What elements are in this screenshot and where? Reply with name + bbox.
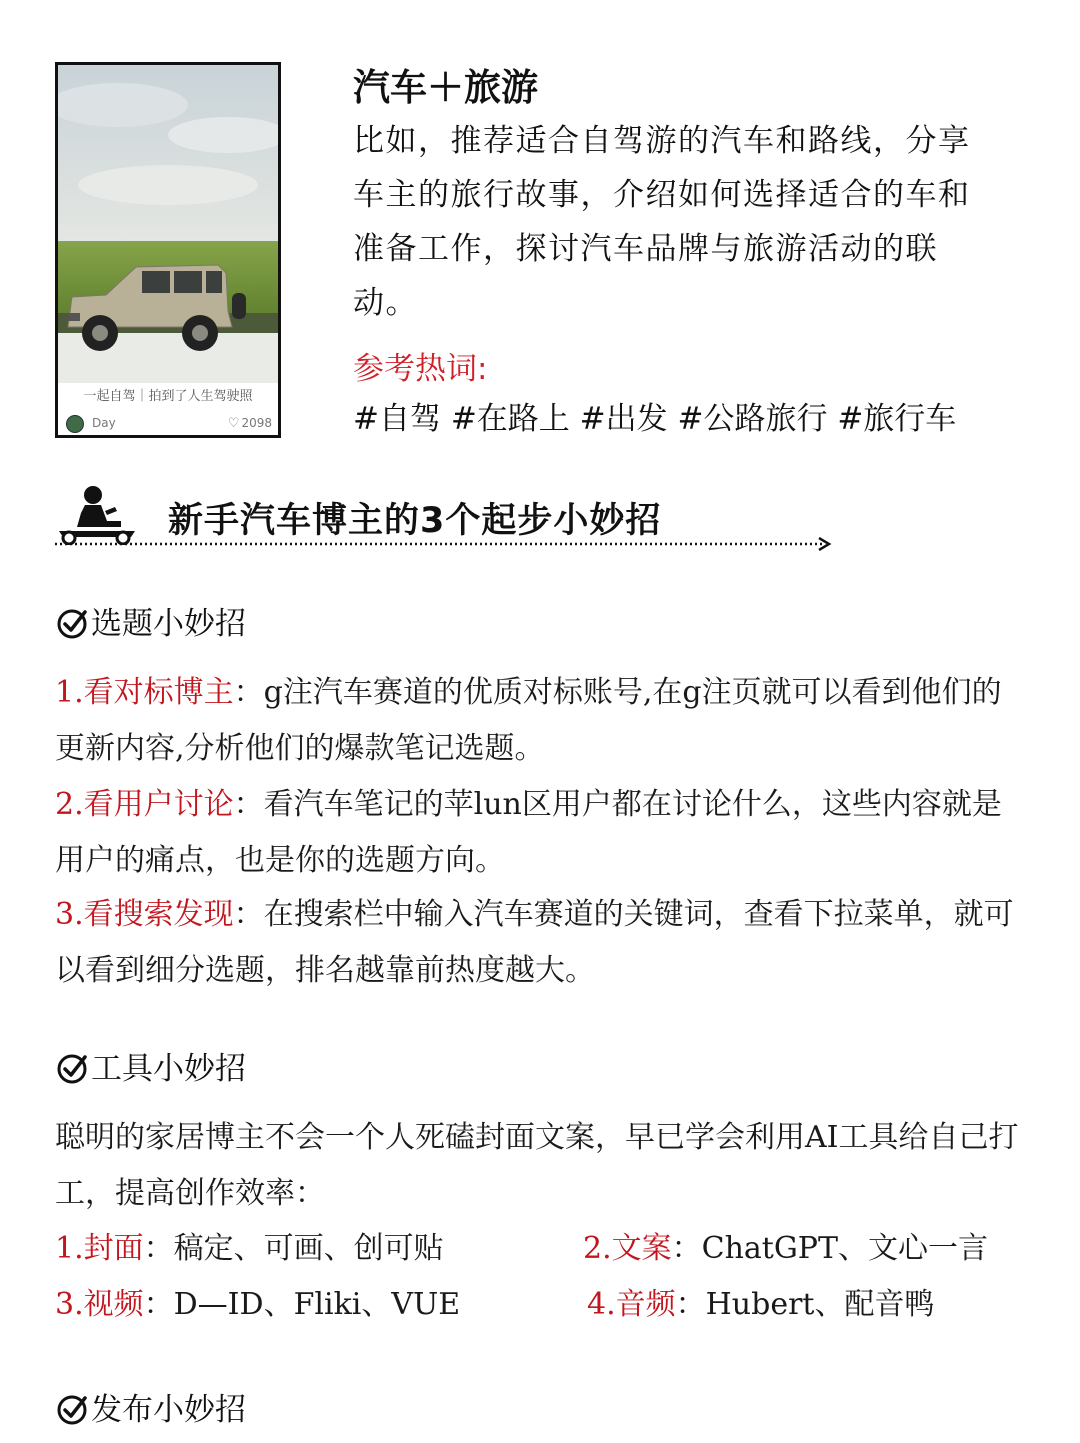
desc-line: 准备工作，探讨汽车品牌与旅游活动的联 <box>353 231 938 267</box>
tool-label: 2.文案 <box>583 1231 672 1266</box>
go-kart-icon <box>55 485 139 545</box>
tool-sep: ： <box>143 1287 174 1322</box>
tool-label: 4.音频 <box>587 1287 676 1322</box>
tip-heading-text: 选题小妙招 <box>91 606 246 642</box>
dotted-arrow-line <box>55 537 835 551</box>
tool-label: 1.封面 <box>55 1231 144 1266</box>
item-text: g注汽车赛道的优质对标账号,在g注页就可以看到他们的更新内容,分析他们的爆款笔记选题。 <box>55 675 1002 766</box>
card-photo <box>58 65 278 383</box>
tip1-item-3 <box>55 887 1030 999</box>
tool-text: D—ID、Fliki、VUE <box>173 1287 461 1322</box>
desc-line: 比如，推荐适合自驾游的汽车和路线，分享 <box>353 123 971 159</box>
check-circle-icon <box>55 607 89 641</box>
item-sep: ： <box>233 897 264 932</box>
item-label: 1.看对标博主 <box>55 675 234 710</box>
desc-line: 动。 <box>353 285 418 321</box>
hot-tags: #自驾 #在路上 #出发 #公路旅行 #旅行车 <box>353 401 957 437</box>
like-number: 2098 <box>241 416 272 430</box>
item-label: 2.看用户讨论 <box>55 787 234 822</box>
tool-text: 稿定、可画、创可贴 <box>173 1231 444 1266</box>
tip-topic-heading <box>55 604 246 644</box>
like-count[interactable] <box>228 416 272 431</box>
tool-label: 3.视频 <box>55 1287 144 1322</box>
item-sep: ： <box>233 675 264 710</box>
tip-heading-text: 工具小妙招 <box>91 1051 246 1087</box>
tip1-item-2 <box>55 777 1030 889</box>
heart-icon[interactable]: ♡ <box>227 416 240 431</box>
check-circle-icon <box>55 1052 89 1086</box>
tool-sep: ： <box>675 1287 706 1322</box>
tool-audio <box>587 1280 934 1330</box>
tool-sep: ： <box>671 1231 702 1266</box>
avatar[interactable] <box>66 415 84 433</box>
tip-heading-text: 发布小妙招 <box>91 1392 246 1428</box>
section-title: 新手汽车博主的3个起步小妙招 <box>168 501 662 541</box>
tip-publish-heading <box>55 1390 246 1430</box>
item-text: 看汽车笔记的苹lun区用户都在讨论什么，这些内容就是用户的痛点，也是你的选题方向。 <box>55 787 1002 878</box>
tools-intro: 聪明的家居博主不会一个人死磕封面文案，早已学会利用AI工具给自己打工，提高创作效率： <box>55 1120 1019 1211</box>
tool-cover <box>55 1224 444 1274</box>
card-caption: 一起自驾｜拍到了人生驾驶照 <box>83 389 253 404</box>
item-sep: ： <box>233 787 264 822</box>
tool-text: Hubert、配音鸭 <box>705 1287 935 1322</box>
tool-video <box>55 1280 460 1330</box>
tool-sep: ： <box>143 1231 174 1266</box>
item-label: 3.看搜索发现 <box>55 897 234 932</box>
tip-tools-heading <box>55 1049 246 1089</box>
intro-title: 汽车＋旅游 <box>353 66 538 109</box>
card-footer <box>66 415 272 435</box>
intro-description <box>353 114 1043 330</box>
tool-copy <box>583 1224 988 1274</box>
hot-words-label: 参考热词: <box>353 351 488 387</box>
note-card[interactable] <box>55 62 281 438</box>
intro-block <box>353 64 1043 444</box>
desc-line: 车主的旅行故事，介绍如何选择适合的车和 <box>353 177 971 213</box>
section-header <box>55 485 835 555</box>
card-username[interactable]: Day <box>92 416 116 430</box>
check-circle-icon <box>55 1393 89 1427</box>
tip1-item-1 <box>55 665 1030 777</box>
item-text: 在搜索栏中输入汽车赛道的关键词，查看下拉菜单，就可以看到细分选题，排名越靠前热度越大。 <box>55 897 1014 988</box>
tool-text: ChatGPT、文心一言 <box>701 1231 989 1266</box>
